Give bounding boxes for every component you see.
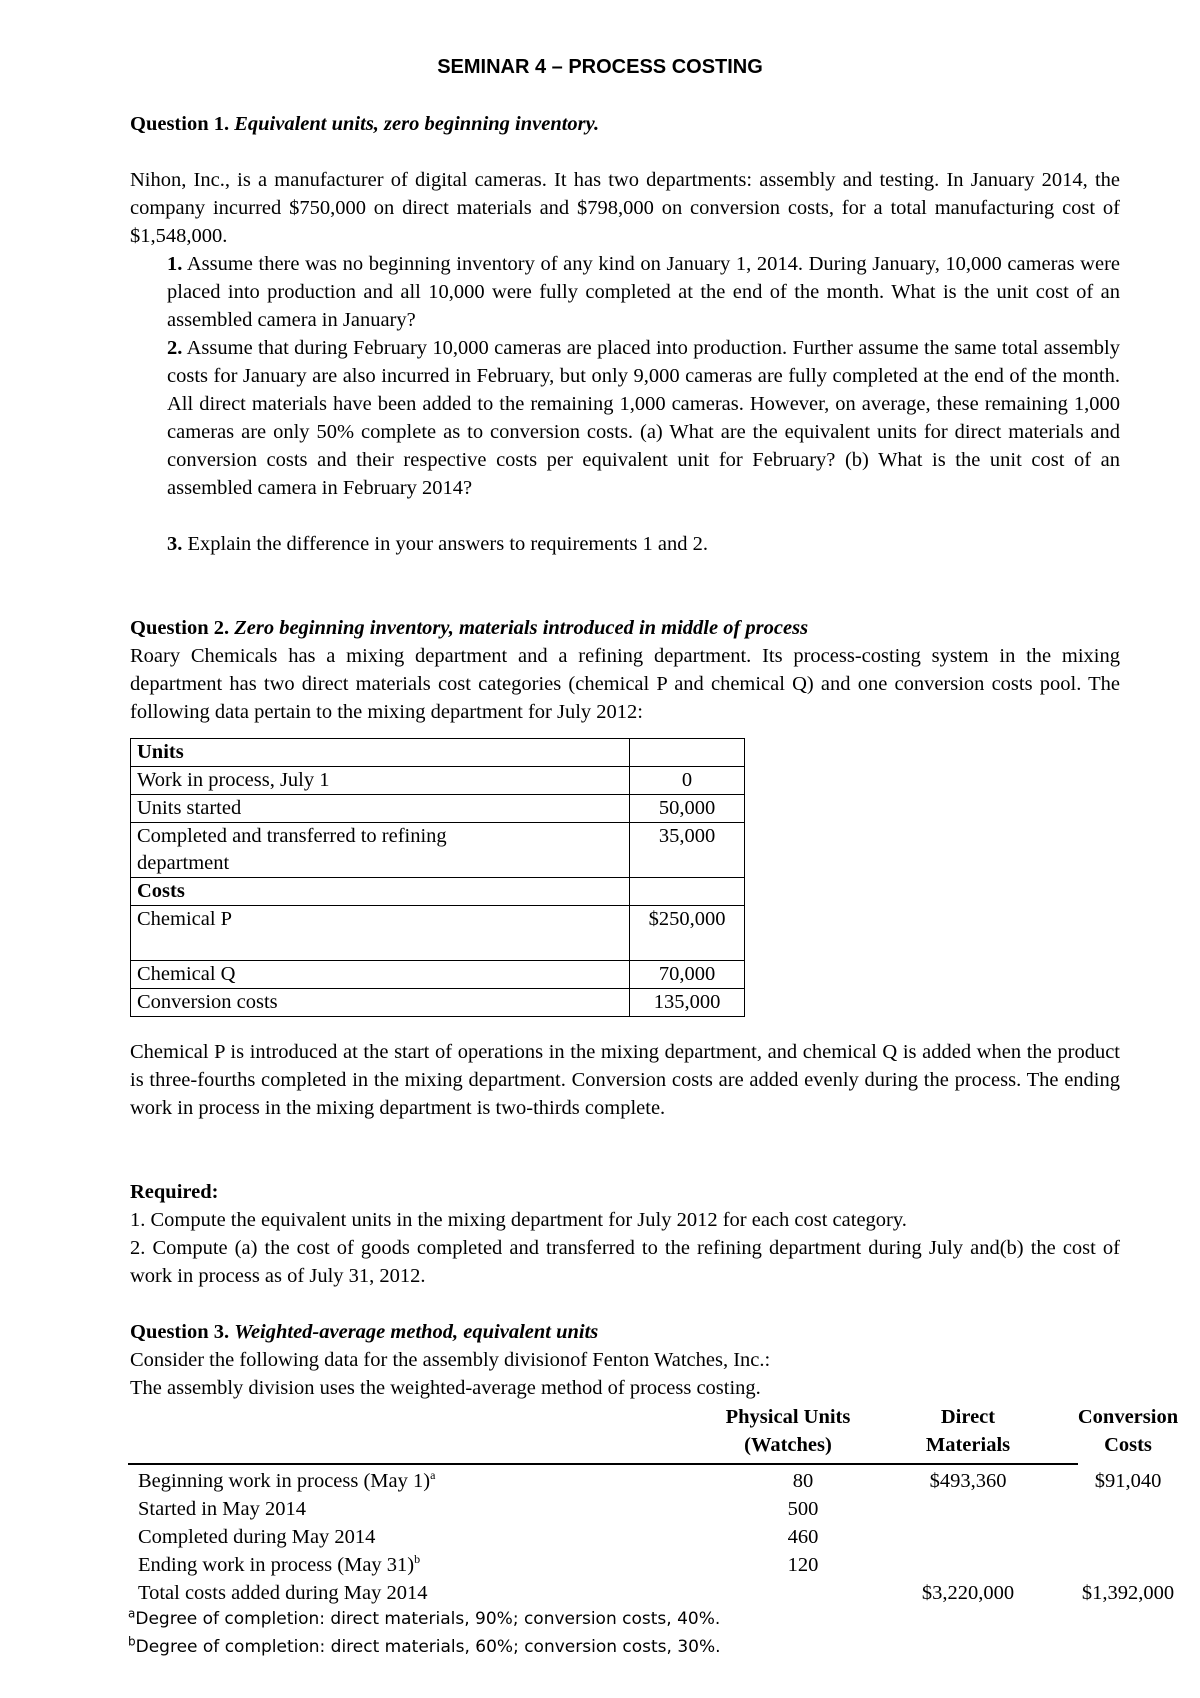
q3-number: Question 3. — [130, 1321, 230, 1343]
table-row: Completed during May 2014 460 — [138, 1526, 819, 1548]
q3-topic: Weighted-average method, equivalent units — [234, 1321, 599, 1343]
col-physical-units: Physical Units (Watches) — [725, 1406, 851, 1456]
q1-heading — [130, 110, 1120, 138]
q2-after-text: Chemical P is introduced at the start of operations in the mixing department, and chemical Q is added when the product is three-fourths completed in the mixing department. Conversion costs are added evenly during the process. The ending work in process in the mixing department is two-thirds complete. — [130, 1041, 1120, 1119]
units-header: Units — [131, 739, 630, 767]
q1-item-3: 3. Explain the difference in your answers to requirements 1 and 2. — [167, 533, 708, 555]
table-row: Total costs added during May 2014 $3,220,000 $1,392,000 — [138, 1582, 1175, 1604]
q1-topic: Equivalent units, zero beginning inventory. — [234, 113, 600, 135]
col-conversion-costs: Conversion Costs — [1077, 1406, 1179, 1456]
table-row: Ending work in process (May 31)$^b$ 120 — [138, 1552, 819, 1576]
required-label: Required: — [130, 1181, 219, 1203]
table-row: Units started 50,000 — [131, 795, 745, 823]
footnote-b: $^b$Degree of completion: direct materials, 60%; conversion costs, 30%. — [128, 1634, 721, 1657]
table-row: Chemical Q 70,000 — [131, 961, 745, 989]
table-row: Conversion costs 135,000 — [131, 989, 745, 1017]
table-row: Completed and transferred to refining department 35,000 — [131, 823, 745, 878]
q1-item-1: 1. Assume there was no beginning inventory of any kind on January 1, 2014. During January, 10,000 cameras were placed into production and all 10,000 were fully completed at the end of the month. What is the unit cost of an assembled camera in January? — [167, 253, 1120, 331]
q2-number: Question 2. — [130, 617, 230, 639]
table-row — [131, 739, 745, 767]
q2-data-table — [130, 738, 745, 1017]
table-header — [128, 1403, 1179, 1465]
q2-topic: Zero beginning inventory, materials introduced in middle of process — [234, 617, 809, 639]
page-title: SEMINAR 4 – PROCESS COSTING — [437, 56, 763, 78]
q3-heading — [130, 1318, 1120, 1346]
table-row — [131, 878, 745, 906]
col-direct-materials: Direct Materials — [925, 1406, 1011, 1456]
table-row: Chemical P $250,000 — [131, 906, 745, 961]
q2-intro: Roary Chemicals has a mixing department and a refining department. Its process-costing system in the mixing department has two direct materials cost categories (chemical P and chemical Q) and one conversion costs pool. The following data pertain to the mixing department for July 2012: — [130, 645, 1120, 723]
costs-header: Costs — [131, 878, 630, 906]
q2-req-2: 2. Compute (a) the cost of goods completed and transferred to the refining department during July and(b) the cost of work in process as of July 31, 2012. — [130, 1237, 1120, 1287]
q3-line-1: Consider the following data for the assembly divisionof Fenton Watches, Inc.: — [130, 1349, 771, 1371]
table-row: Beginning work in process (May 1)$^a$ 80 $493,360 $91,040 — [138, 1468, 1162, 1492]
table-row: Started in May 2014 500 — [138, 1498, 819, 1520]
q2-heading — [130, 614, 1120, 642]
q1-intro: Nihon, Inc., is a manufacturer of digital cameras. It has two departments: assembly and testing. In January 2014, the company incurred $750,000 on direct materials and $798,000 on conversion costs, for a total manufacturing cost of $1,548,000. — [130, 169, 1120, 247]
q1-number: Question 1. — [130, 113, 230, 135]
table-row: Work in process, July 1 0 — [131, 767, 745, 795]
q1-item-2: 2. Assume that during February 10,000 cameras are placed into production. Further assume the same total assembly costs for January are also incurred in February, but only 9,000 cameras are fully completed at the end of the month. All direct materials have been added to the remaining 1,000 cameras. However, on average, these remaining 1,000 cameras are only 50% complete as to conversion costs. (a) What are the equivalent units for direct materials and conversion costs and their respective costs per equivalent unit for February? (b) What is the unit cost of an assembled camera in February 2014? — [167, 337, 1120, 499]
q3-line-2: The assembly division uses the weighted-average method of process costing. — [130, 1377, 761, 1399]
footnote-a: $^a$Degree of completion: direct materials, 90%; conversion costs, 40%. — [128, 1606, 721, 1629]
q2-req-1: 1. Compute the equivalent units in the mixing department for July 2012 for each cost category. — [130, 1209, 907, 1231]
